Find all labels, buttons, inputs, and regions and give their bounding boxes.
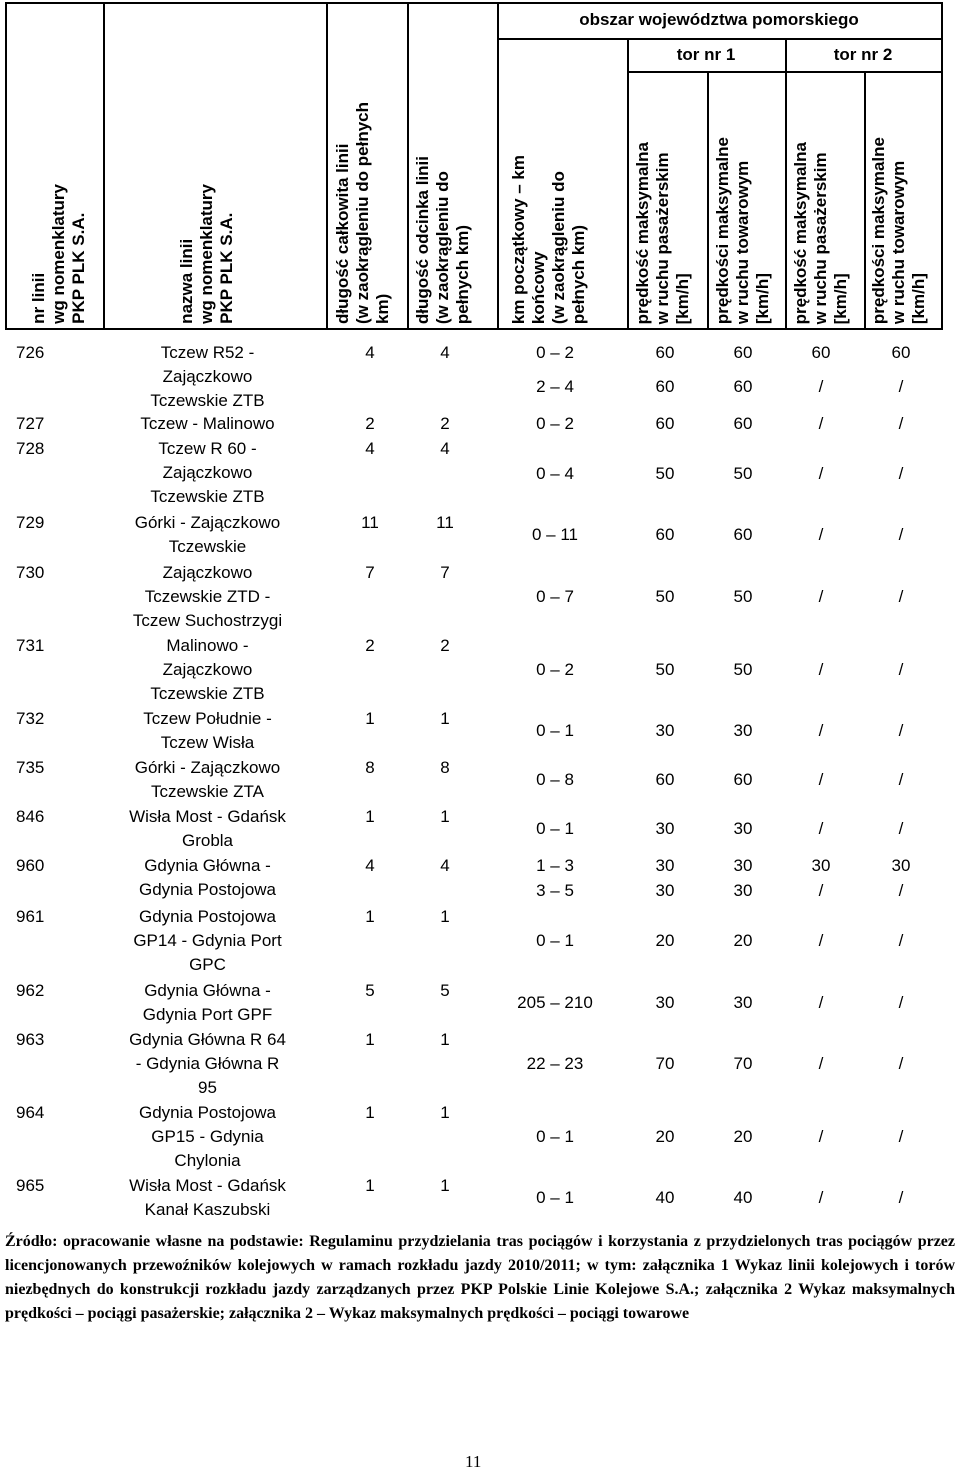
row-km: 205 – 210 xyxy=(517,993,593,1012)
row-t1p: 20 xyxy=(655,931,675,950)
row-t2p: / xyxy=(818,377,824,396)
col-km-header: km początkowy – km końcowy (w zaokrągleniu do pełnych km) xyxy=(509,154,588,324)
row-name: Gdynia Główna R 64 - Gdynia Główna R 95 xyxy=(129,1030,286,1097)
row-t1p: 20 xyxy=(655,1127,675,1146)
col-total-length-header: długość całkowita linii (w zaokrągleniu do pełnych km) xyxy=(333,102,392,324)
row-no: 962 xyxy=(16,981,45,1000)
row-no: 730 xyxy=(16,563,45,582)
row-total: 1 xyxy=(365,709,375,728)
row-section: 1 xyxy=(440,709,450,728)
row-km: 2 – 4 xyxy=(536,377,574,396)
row-t2p: 60 xyxy=(811,343,831,362)
row-t1p: 50 xyxy=(655,464,675,483)
row-km: 0 – 8 xyxy=(536,770,574,789)
row-t1p: 50 xyxy=(655,660,675,679)
row-section: 1 xyxy=(440,1176,450,1195)
divider xyxy=(407,4,409,328)
row-t2p: / xyxy=(818,1127,824,1146)
row-t1p: 30 xyxy=(655,856,675,875)
row-t1f: 60 xyxy=(733,770,753,789)
row-t2f: / xyxy=(898,587,904,606)
row-t2p: 30 xyxy=(811,856,831,875)
row-km: 0 – 1 xyxy=(536,721,574,740)
row-km: 3 – 5 xyxy=(536,881,574,900)
row-section: 1 xyxy=(440,1103,450,1122)
row-total: 11 xyxy=(361,513,379,532)
row-t2p: / xyxy=(818,881,824,900)
row-t1p: 70 xyxy=(655,1054,675,1073)
row-t1p: 50 xyxy=(655,587,675,606)
row-km: 0 – 1 xyxy=(536,1188,574,1207)
row-t2f: / xyxy=(898,1127,904,1146)
row-total: 8 xyxy=(365,758,375,777)
row-km: 0 – 1 xyxy=(536,1127,574,1146)
row-km: 0 – 2 xyxy=(536,343,574,362)
row-t2f: / xyxy=(898,993,904,1012)
source-note: Źródło: opracowanie własne na podstawie: Regulaminu przydzielania tras pociągów i korzystania z przydzielonych tras pociągów przez licencjonowanych przewoźników kolejowych w ramach rozkładu jazdy 2010/2011; w tym: załącznika 1 Wykaz linii kolejowych i torów niezbędnych do konstrukcji rozkładu jazdy zarządzanych przez PKP Polskie Linie Kolejowe S.A.; załącznika 2 Wykaz maksymalnych prędkości – pociągi pasażerskie; załącznika 2 – Wykaz maksymalnych prędkości – pociągi towarowe xyxy=(5,1233,955,1322)
row-no: 729 xyxy=(16,513,45,532)
region-header: obszar województwa pomorskiego xyxy=(579,10,859,29)
row-no: 732 xyxy=(16,709,45,728)
row-name: Gdynia Główna - Gdynia Postojowa xyxy=(138,856,277,899)
row-section: 11 xyxy=(436,513,454,532)
col-section-length-header: długość odcinka linii (w zaokrągleniu do pełnych km) xyxy=(413,155,472,324)
row-section: 2 xyxy=(440,414,450,433)
row-t2f: / xyxy=(898,1188,904,1207)
row-no: 960 xyxy=(16,856,45,875)
row-no: 963 xyxy=(16,1030,45,1049)
row-t1f: 60 xyxy=(733,414,753,433)
row-t1f: 30 xyxy=(733,881,753,900)
row-name: Górki - Zajączkowo Tczewskie xyxy=(134,513,281,556)
page-number: 11 xyxy=(465,1452,482,1471)
row-t2p: / xyxy=(818,819,824,838)
row-section: 4 xyxy=(440,439,450,458)
row-km: 22 – 23 xyxy=(526,1054,584,1073)
row-t1f: 30 xyxy=(733,819,753,838)
table-header xyxy=(5,2,943,330)
row-t1p: 40 xyxy=(655,1188,675,1207)
row-section: 1 xyxy=(440,1030,450,1049)
row-no: 964 xyxy=(16,1103,45,1122)
row-total: 1 xyxy=(365,1176,375,1195)
row-no: 846 xyxy=(16,807,45,826)
divider xyxy=(864,72,866,328)
row-t2f: / xyxy=(898,660,904,679)
row-km: 0 – 2 xyxy=(536,414,574,433)
divider xyxy=(326,4,328,328)
row-total: 1 xyxy=(365,1030,375,1049)
row-name: Górki - Zajączkowo Tczewskie ZTA xyxy=(134,758,281,801)
row-section: 5 xyxy=(440,981,450,1000)
row-t2f: / xyxy=(898,881,904,900)
col-t1-freight-header: prędkości maksymalne w ruchu towarowym [km/h] xyxy=(713,136,772,324)
row-t2f: / xyxy=(898,931,904,950)
row-t2p: / xyxy=(818,1054,824,1073)
row-km: 0 – 1 xyxy=(536,819,574,838)
row-total: 4 xyxy=(365,343,375,362)
row-t2p: / xyxy=(818,770,824,789)
row-section: 2 xyxy=(440,636,450,655)
row-section: 1 xyxy=(440,907,450,926)
row-t2f: / xyxy=(898,819,904,838)
col-t1-passenger-header: prędkość maksymalna w ruchu pasażerskim [km/h] xyxy=(633,141,692,324)
row-t1p: 60 xyxy=(655,414,675,433)
row-name: Gdynia Główna - Gdynia Port GPF xyxy=(142,981,273,1024)
row-t1f: 50 xyxy=(733,660,753,679)
row-t1f: 30 xyxy=(733,856,753,875)
divider xyxy=(627,40,629,328)
row-t1p: 60 xyxy=(655,770,675,789)
row-name: Zajączkowo Tczewskie ZTD - Tczew Suchostrzygi xyxy=(132,563,283,630)
row-t2f: / xyxy=(898,770,904,789)
row-t1p: 60 xyxy=(655,343,675,362)
row-total: 1 xyxy=(365,807,375,826)
row-name: Gdynia Postojowa GP15 - Gdynia Chylonia xyxy=(138,1103,277,1170)
col-t2-freight-header: prędkości maksymalne w ruchu towarowym [km/h] xyxy=(869,136,928,324)
track1-header: tor nr 1 xyxy=(676,45,736,64)
row-t2f: / xyxy=(898,464,904,483)
row-name: Tczew R52 - Zajączkowo Tczewskie ZTB xyxy=(150,343,265,410)
row-t1f: 40 xyxy=(733,1188,753,1207)
row-no: 961 xyxy=(16,907,45,926)
row-t1f: 30 xyxy=(733,993,753,1012)
row-t1f: 30 xyxy=(733,721,753,740)
row-total: 7 xyxy=(365,563,375,582)
row-total: 1 xyxy=(365,1103,375,1122)
row-no: 731 xyxy=(16,636,45,655)
divider xyxy=(103,4,105,328)
row-t2p: / xyxy=(818,464,824,483)
row-name: Tczew R 60 - Zajączkowo Tczewskie ZTB xyxy=(150,439,265,506)
row-name: Malinowo - Zajączkowo Tczewskie ZTB xyxy=(150,636,265,703)
row-t2p: / xyxy=(818,1188,824,1207)
row-total: 2 xyxy=(365,414,375,433)
row-name: Gdynia Postojowa GP14 - Gdynia Port GPC xyxy=(133,907,282,974)
col-t2-passenger-header: prędkość maksymalna w ruchu pasażerskim [km/h] xyxy=(791,141,850,324)
row-t1p: 30 xyxy=(655,993,675,1012)
row-name: Wisła Most - Gdańsk Grobla xyxy=(129,807,286,850)
row-section: 8 xyxy=(440,758,450,777)
row-t1f: 70 xyxy=(733,1054,753,1073)
row-t2p: / xyxy=(818,931,824,950)
row-t1f: 60 xyxy=(733,377,753,396)
row-t1f: 20 xyxy=(733,1127,753,1146)
row-t2p: / xyxy=(818,525,824,544)
row-t1f: 60 xyxy=(733,525,753,544)
row-km: 1 – 3 xyxy=(536,856,574,875)
row-t1f: 50 xyxy=(733,587,753,606)
row-section: 7 xyxy=(440,563,450,582)
row-t2p: / xyxy=(818,993,824,1012)
row-t2p: / xyxy=(818,721,824,740)
row-t2f: / xyxy=(898,414,904,433)
row-section: 4 xyxy=(440,856,450,875)
row-t2f: / xyxy=(898,1054,904,1073)
row-t1p: 60 xyxy=(655,525,675,544)
row-t1p: 60 xyxy=(655,377,675,396)
divider xyxy=(785,40,787,328)
row-section: 1 xyxy=(440,807,450,826)
row-t2p: / xyxy=(818,587,824,606)
row-t2p: / xyxy=(818,660,824,679)
row-t2p: / xyxy=(818,414,824,433)
row-name: Tczew Południe - Tczew Wisła xyxy=(143,709,272,752)
row-t2f: / xyxy=(898,721,904,740)
divider xyxy=(497,4,499,328)
row-t1p: 30 xyxy=(655,881,675,900)
row-km: 0 – 2 xyxy=(536,660,574,679)
row-name: Tczew - Malinowo xyxy=(140,414,275,433)
row-t2f: / xyxy=(898,377,904,396)
row-no: 728 xyxy=(16,439,45,458)
col-line-name-header: nazwa linii wg nomenklatury PKP PLK S.A. xyxy=(177,184,236,324)
divider xyxy=(707,72,709,328)
row-section: 4 xyxy=(440,343,450,362)
row-no: 727 xyxy=(16,414,45,433)
row-no: 735 xyxy=(16,758,45,777)
col-line-no-header: nr linii wg nomenklatury PKP PLK S.A. xyxy=(29,184,88,324)
row-t2f: 30 xyxy=(891,856,911,875)
row-km: 0 – 11 xyxy=(531,525,578,544)
row-total: 1 xyxy=(365,907,375,926)
row-t1f: 60 xyxy=(733,343,753,362)
row-t1p: 30 xyxy=(655,721,675,740)
row-km: 0 – 4 xyxy=(536,464,574,483)
row-t1f: 20 xyxy=(733,931,753,950)
row-total: 5 xyxy=(365,981,375,1000)
track2-header: tor nr 2 xyxy=(833,45,893,64)
row-total: 2 xyxy=(365,636,375,655)
row-t2f: / xyxy=(898,525,904,544)
row-no: 965 xyxy=(16,1176,45,1195)
row-total: 4 xyxy=(365,439,375,458)
row-total: 4 xyxy=(365,856,375,875)
row-name: Wisła Most - Gdańsk Kanał Kaszubski xyxy=(129,1176,286,1219)
row-no: 726 xyxy=(16,343,45,362)
row-t1f: 50 xyxy=(733,464,753,483)
row-t1p: 30 xyxy=(655,819,675,838)
row-km: 0 – 1 xyxy=(536,931,574,950)
row-km: 0 – 7 xyxy=(536,587,574,606)
row-t2f: 60 xyxy=(891,343,911,362)
